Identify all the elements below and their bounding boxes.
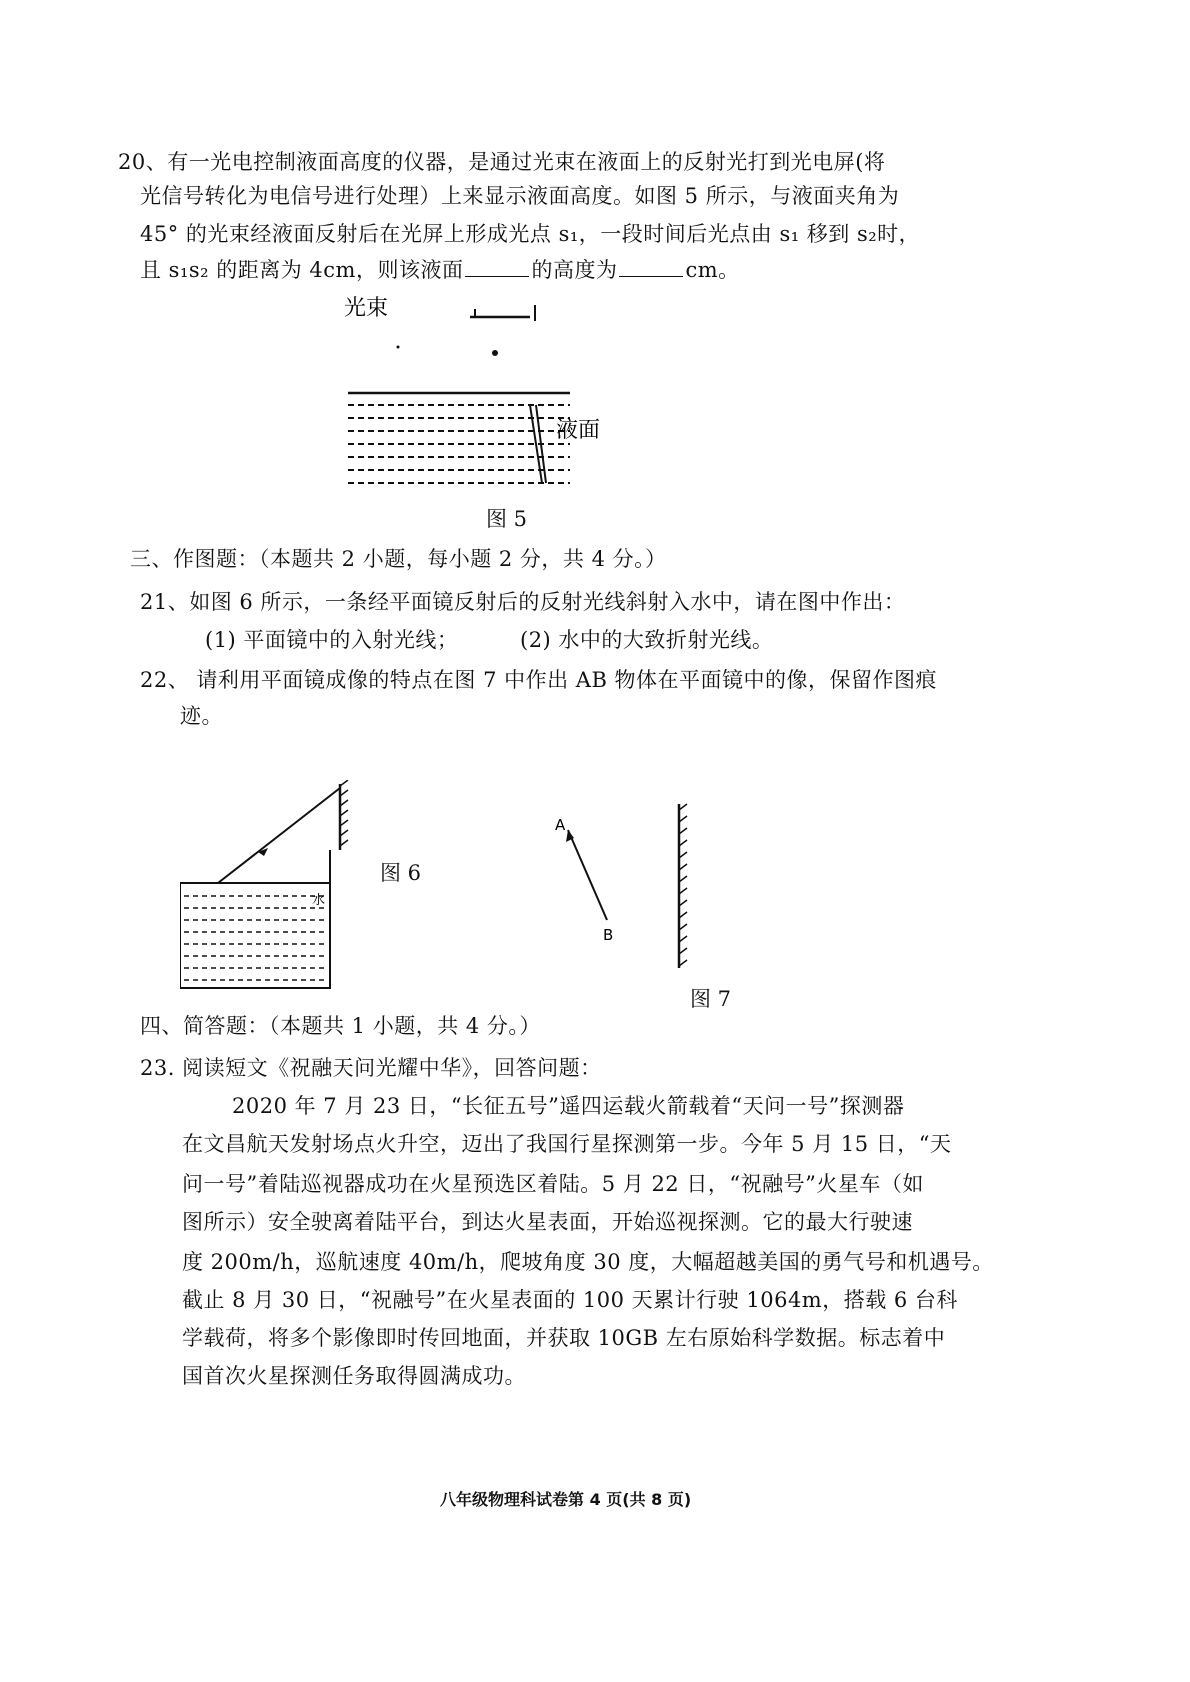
q23-para-line: 截止 8 月 30 日，“祝融号”在火星表面的 100 天累计行驶 1064m，搭载 6 台科 (182, 1288, 958, 1312)
q21-line1: 21、如图 6 所示，一条经平面镜反射后的反射光线斜射入水中，请在图中作出： (140, 590, 906, 614)
fig5-caption: 图 5 (486, 507, 528, 531)
fig7-object-ab (568, 830, 607, 920)
figure-6-diagram (180, 780, 360, 990)
figure-5-diagram (330, 285, 630, 495)
answer-blank-2 (619, 258, 683, 277)
q20-line2: 光信号转化为电信号进行处理）上来显示液面高度。如图 5 所示，与液面夹角为 (140, 184, 900, 208)
fig6-water-label: 水 (312, 893, 326, 908)
q23-para-line: 图所示）安全驶离着陆平台，到达火星表面，开始巡视探测。它的最大行驶速 (182, 1210, 913, 1234)
page-footer: 八年级物理科试卷第 4 页(共 8 页) (440, 1490, 692, 1509)
q23-para-line: 国首次火星探测任务取得圆满成功。 (182, 1364, 526, 1388)
q23-para-line: 学载荷，将多个影像即时传回地面，并获取 10GB 左右原始科学数据。标志着中 (182, 1326, 946, 1350)
fig5-liquid-label: 液面 (556, 418, 601, 443)
fig5-dot (492, 350, 498, 356)
q23-para-line: 问一号”着陆巡视器成功在火星预选区着陆。5 月 22 日，“祝融号”火星车（如 (182, 1172, 924, 1196)
fig5-dot (397, 346, 400, 349)
q20-line4-part-a: 且 s₁s₂ 的距离为 4cm，则该液面 (140, 258, 464, 282)
q23-line1: 23. 阅读短文《祝融天问光耀中华》，回答问题： (140, 1056, 602, 1080)
q23-para-line: 2020 年 7 月 23 日，“长征五号”遥四运载火箭载着“天问一号”探测器 (232, 1094, 905, 1118)
fig6-reflected-ray (218, 788, 340, 883)
section4-title: 四、简答题：（本题共 1 小题，共 4 分。） (140, 1014, 541, 1038)
fig6-water (184, 896, 326, 980)
fig6-water-container (180, 883, 330, 988)
fig7-label-b: B (603, 926, 614, 944)
fig5-beam-label: 光束 (344, 296, 389, 321)
fig7-label-a: A (555, 816, 566, 834)
figure-7-diagram (555, 800, 695, 980)
q20-line4 (140, 254, 740, 286)
q20-line4-part-c: cm。 (685, 258, 740, 282)
q22-line2: 迹。 (180, 704, 223, 728)
fig6-caption: 图 6 (380, 861, 422, 885)
fig7-caption: 图 7 (690, 987, 732, 1011)
q23-para-line: 度 200m/h，巡航速度 40m/h，爬坡角度 30 度，大幅超越美国的勇气号和机遇号。 (182, 1250, 994, 1274)
answer-blank-1 (465, 258, 529, 277)
q21-sub1: (1) 平面镜中的入射光线； (205, 628, 459, 652)
section3-title: 三、作图题：（本题共 2 小题，每小题 2 分，共 4 分。） (130, 547, 667, 571)
q20-line1: 20、有一光电控制液面高度的仪器，是通过光束在液面上的反射光打到光电屏(将 (118, 150, 886, 174)
q22-line1: 22、 请利用平面镜成像的特点在图 7 中作出 AB 物体在平面镜中的像，保留作图痕 (140, 668, 938, 692)
q23-para-line: 在文昌航天发射场点火升空，迈出了我国行星探测第一步。今年 5 月 15 日，“天 (182, 1132, 952, 1156)
q21-sub2: (2) 水中的大致折射光线。 (520, 628, 774, 652)
q20-line3: 45° 的光束经液面反射后在光屏上形成光点 s₁，一段时间后光点由 s₁ 移到 s₂时， (140, 222, 921, 246)
q20-line4-part-b: 的高度为 (531, 258, 618, 282)
